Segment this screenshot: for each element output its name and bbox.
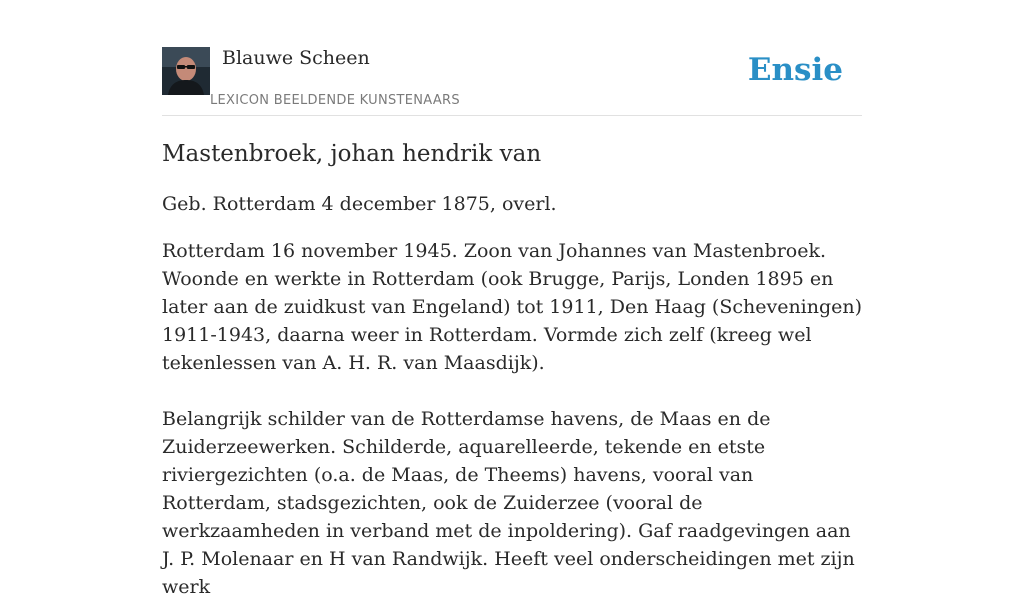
- article-intro: Geb. Rotterdam 4 december 1875, overl.: [162, 193, 557, 215]
- header-divider: [162, 115, 862, 116]
- article-title: Mastenbroek, johan hendrik van: [162, 141, 542, 167]
- author-name[interactable]: Blauwe Scheen: [222, 47, 370, 69]
- article-paragraph: Rotterdam 16 november 1945. Zoon van Johannes van Mastenbroek. Woonde en werkte in Rotterdam (ook Brugge, Parijs, Londen 1895 en later aan de zuidkust van Engeland) tot 1911, Den Haag (Scheveningen) 1911-1943, daarna weer in Rotterdam. Vormde zich zelf (kreeg wel tekenlessen van A. H. R. van Maasdijk).: [162, 240, 863, 374]
- ensie-logo[interactable]: Ensie: [747, 52, 843, 88]
- article-paragraph: Belangrijk schilder van de Rotterdamse havens, de Maas en de Zuiderzeewerken. Schilderde, aquarelleerde, tekende en etste riviergezichten (o.a. de Maas, de Theems) havens, vooral van Rotterdam, stadsgezichten, ook de Zuiderzee (vooral de werkzaamheden in verband met de inpoldering). Gaf raadgevingen aan J. P. Molenaar en H van Randwijk. Heeft veel onderscheidingen met zijn werk: [162, 408, 855, 598]
- avatar-photo-icon: [162, 47, 210, 95]
- article: [162, 138, 864, 601]
- author-avatar[interactable]: [162, 47, 210, 95]
- collection-label[interactable]: LEXICON BEELDENDE KUNSTENAARS: [210, 93, 460, 108]
- header: [162, 46, 862, 116]
